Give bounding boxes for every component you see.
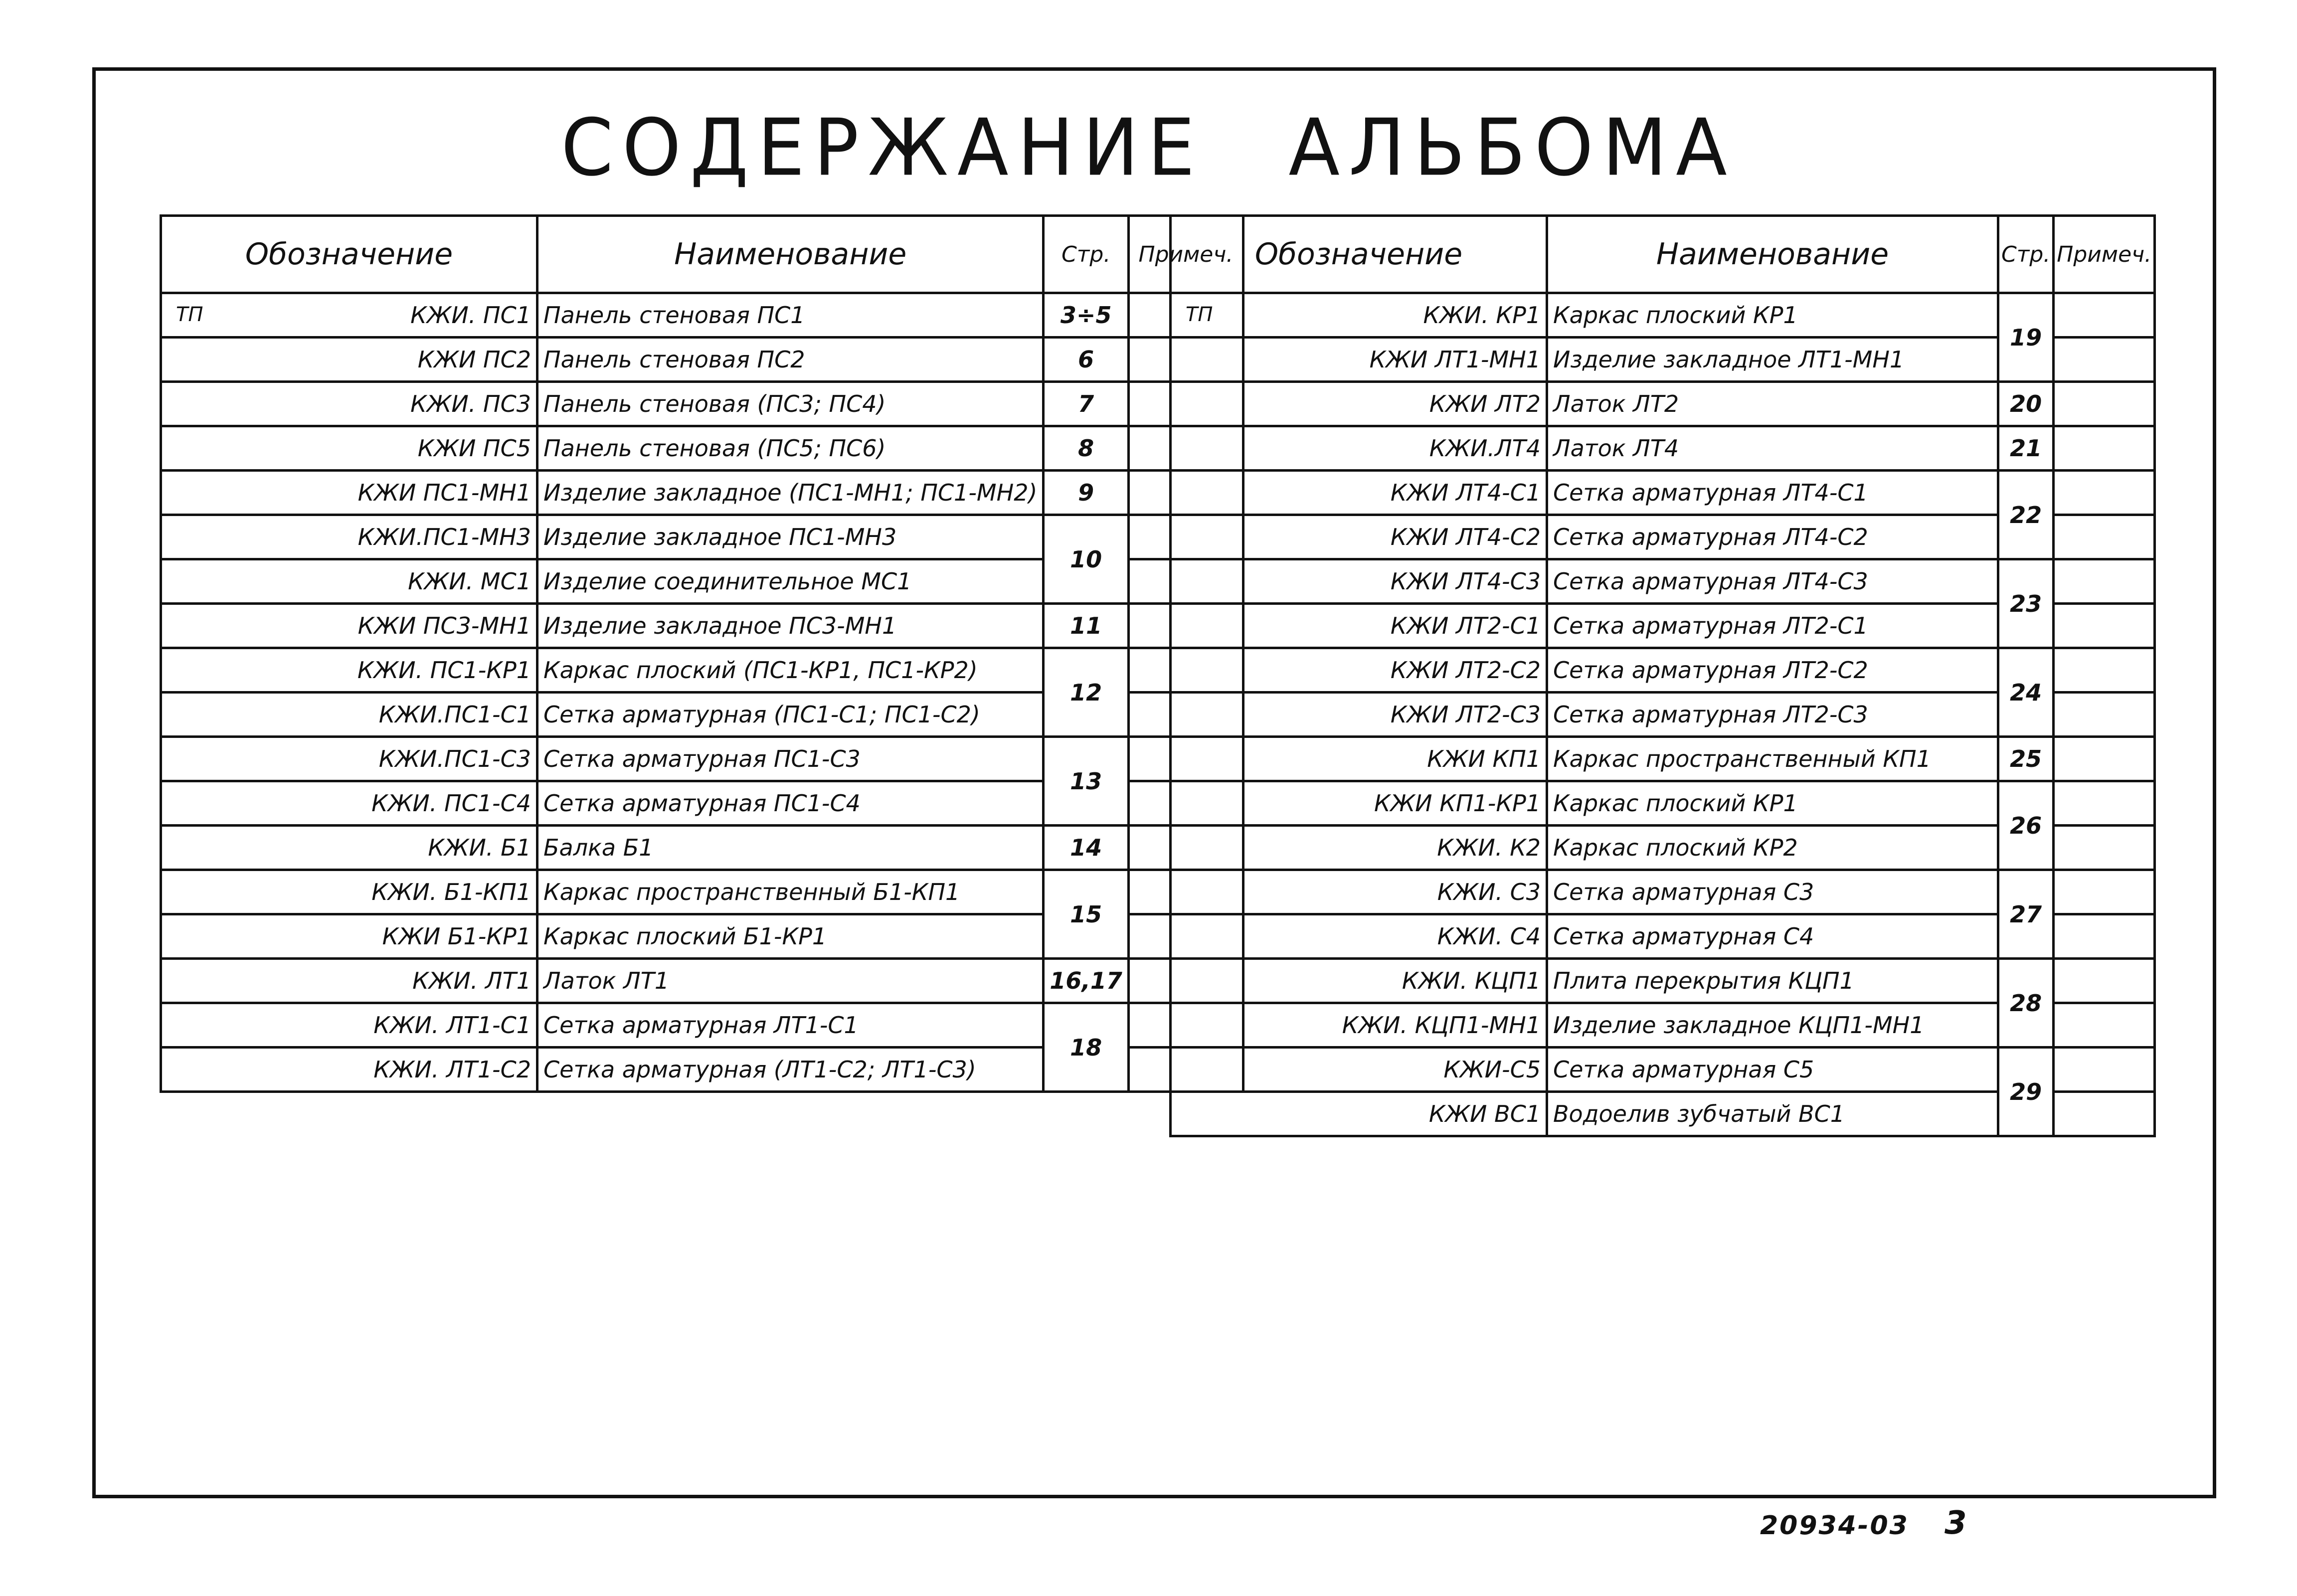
name-cell: Каркас плоский КР1: [1547, 293, 1998, 338]
designation-code: КЖИ ЛТ1-МН1: [1171, 338, 1547, 382]
note-cell: [2054, 914, 2155, 959]
header-page: Стр.: [1998, 216, 2054, 293]
designation-code: КЖИ. ПС1-С4: [161, 781, 537, 826]
name-cell: Балка Б1: [537, 826, 1044, 870]
note-cell: [2054, 338, 2155, 382]
name-cell: Каркас пространственный КП1: [1547, 737, 1998, 781]
designation-code: КЖИ КП1-КР1: [1171, 781, 1547, 826]
name-cell: Сетка арматурная ЛТ2-С3: [1547, 693, 1998, 737]
name-cell: Каркас плоский Б1-КР1: [537, 914, 1044, 959]
table-row: [1171, 1048, 2155, 1092]
designation-code: КЖИ-С5: [1171, 1048, 1547, 1092]
designation-code: КЖИ. К2: [1171, 826, 1547, 870]
name-cell: Изделие закладное ПС3-МН1: [537, 604, 1044, 648]
page-cell: 3÷5: [1044, 293, 1129, 338]
note-cell: [2054, 959, 2155, 1003]
name-cell: Сетка арматурная ЛТ4-С2: [1547, 515, 1998, 559]
prefix-label: ТП: [176, 303, 203, 326]
note-cell: [2054, 781, 2155, 826]
table-header-row: [1171, 216, 2155, 293]
designation-code: КЖИ. ЛТ1-С2: [161, 1048, 537, 1092]
note-cell: [2054, 471, 2155, 515]
designation-code: КЖИ.ПС1-МН3: [161, 515, 537, 559]
name-cell: Сетка арматурная ЛТ4-С3: [1547, 559, 1998, 604]
designation-code: КЖИ ЛТ2-С3: [1171, 693, 1547, 737]
header-name: Наименование: [1547, 216, 1998, 293]
table-row: [1171, 471, 2155, 515]
name-cell: Изделие закладное (ПС1-МН1; ПС1-МН2): [537, 471, 1044, 515]
name-cell: Каркас плоский КР1: [1547, 781, 1998, 826]
note-cell: [2054, 604, 2155, 648]
designation-cell: [1171, 293, 1547, 338]
name-cell: Сетка арматурная (ПС1-С1; ПС1-С2): [537, 693, 1044, 737]
note-cell: [2054, 1048, 2155, 1092]
title-word-1: СОДЕРЖАНИЕ: [561, 102, 1204, 194]
designation-code: КЖИ ЛТ2: [1171, 382, 1547, 426]
page-cell: 12: [1044, 648, 1129, 737]
table-row: [1171, 648, 2155, 693]
table-row: [1171, 737, 2155, 781]
page-cell: 23: [1998, 559, 2054, 648]
note-cell: [2054, 382, 2155, 426]
table-row: [1171, 959, 2155, 1003]
designation-code: КЖИ. ПС1-КР1: [161, 648, 537, 693]
table-row: [161, 471, 1243, 515]
designation-code: КЖИ ПС3-МН1: [161, 604, 537, 648]
page-cell: 26: [1998, 781, 2054, 870]
name-cell: Изделие соединительное МС1: [537, 559, 1044, 604]
name-cell: Каркас пространственный Б1-КП1: [537, 870, 1044, 914]
designation-code: КЖИ. МС1: [161, 559, 537, 604]
name-cell: Изделие закладное КЦП1-МН1: [1547, 1003, 1998, 1048]
table-row: [1171, 426, 2155, 471]
header-name: Наименование: [537, 216, 1044, 293]
title-word-2: АЛЬБОМА: [1288, 102, 1736, 194]
name-cell: Сетка арматурная ЛТ4-С1: [1547, 471, 1998, 515]
designation-code: КЖИ ПС2: [161, 338, 537, 382]
designation-code: КЖИ ЛТ2-С1: [1171, 604, 1547, 648]
designation-cell: [161, 293, 537, 338]
table-row: [1171, 781, 2155, 826]
designation-code: КЖИ. ЛТ1-С1: [161, 1003, 537, 1048]
page-cell: 14: [1044, 826, 1129, 870]
page-cell: 7: [1044, 382, 1129, 426]
table-row: [1171, 293, 2155, 338]
note-cell: [2054, 826, 2155, 870]
page-cell: 19: [1998, 293, 2054, 382]
page-cell: 15: [1044, 870, 1129, 959]
table-row: [161, 604, 1243, 648]
designation-code: КЖИ ВС1: [1171, 1092, 1547, 1136]
page-cell: 24: [1998, 648, 2054, 737]
page-cell: 13: [1044, 737, 1129, 826]
designation-code: КЖИ. Б1: [161, 826, 537, 870]
name-cell: Сетка арматурная С3: [1547, 870, 1998, 914]
name-cell: Панель стеновая (ПС3; ПС4): [537, 382, 1044, 426]
table-row: [161, 870, 1243, 914]
note-cell: [2054, 559, 2155, 604]
designation-code: КЖИ. КЦП1-МН1: [1171, 1003, 1547, 1048]
name-cell: Латок ЛТ1: [537, 959, 1044, 1003]
designation-code: КЖИ ЛТ4-С1: [1171, 471, 1547, 515]
table-row: [161, 293, 1243, 338]
page-cell: 20: [1998, 382, 2054, 426]
note-cell: [2054, 737, 2155, 781]
note-cell: [2054, 693, 2155, 737]
table-row: [161, 959, 1243, 1003]
page-cell: 21: [1998, 426, 2054, 471]
page-cell: 27: [1998, 870, 2054, 959]
name-cell: Изделие закладное ЛТ1-МН1: [1547, 338, 1998, 382]
name-cell: Панель стеновая ПС1: [537, 293, 1044, 338]
designation-code: КЖИ. ЛТ1: [161, 959, 537, 1003]
page-cell: 10: [1044, 515, 1129, 604]
contents-table-right: [1169, 214, 2156, 1137]
page-cell: 11: [1044, 604, 1129, 648]
name-cell: Сетка арматурная ПС1-С4: [537, 781, 1044, 826]
designation-code: КЖИ. С4: [1171, 914, 1547, 959]
name-cell: Латок ЛТ4: [1547, 426, 1998, 471]
name-cell: Сетка арматурная (ЛТ1-С2; ЛТ1-С3): [537, 1048, 1044, 1092]
designation-code: КЖИ ЛТ2-С2: [1171, 648, 1547, 693]
table-header-row: [161, 216, 1243, 293]
table-row: [161, 737, 1243, 781]
header-designation: Обозначение: [161, 216, 537, 293]
designation-code: КЖИ Б1-КР1: [161, 914, 537, 959]
page-cell: 25: [1998, 737, 2054, 781]
table-row: [161, 515, 1243, 559]
designation-code: КЖИ. Б1-КП1: [161, 870, 537, 914]
designation-code: КЖИ.ПС1-С3: [161, 737, 537, 781]
name-cell: Сетка арматурная С4: [1547, 914, 1998, 959]
designation-code: КЖИ КП1: [1171, 737, 1547, 781]
document-code: 20934-03: [1760, 1511, 1909, 1541]
note-cell: [2054, 293, 2155, 338]
header-note: Примеч.: [2054, 216, 2155, 293]
name-cell: Водоелив зубчатый ВС1: [1547, 1092, 1998, 1136]
page-cell: 6: [1044, 338, 1129, 382]
prefix-label: ТП: [1186, 303, 1213, 326]
name-cell: Сетка арматурная С5: [1547, 1048, 1998, 1092]
name-cell: Плита перекрытия КЦП1: [1547, 959, 1998, 1003]
name-cell: Панель стеновая ПС2: [537, 338, 1044, 382]
designation-code: КЖИ ПС1-МН1: [161, 471, 537, 515]
page-title: [0, 103, 2297, 194]
note-cell: [2054, 515, 2155, 559]
page-cell: 16,17: [1044, 959, 1129, 1003]
header-designation: Обозначение: [1171, 216, 1547, 293]
page-cell: 29: [1998, 1048, 2054, 1136]
designation-code: КЖИ. ПС3: [161, 382, 537, 426]
page-cell: 18: [1044, 1003, 1129, 1092]
designation-code: КЖИ. ПС1: [410, 302, 531, 329]
designation-code: КЖИ ЛТ4-С3: [1171, 559, 1547, 604]
designation-code: КЖИ.ПС1-С1: [161, 693, 537, 737]
designation-code: КЖИ. КЦП1: [1171, 959, 1547, 1003]
page-cell: 9: [1044, 471, 1129, 515]
name-cell: Панель стеновая (ПС5; ПС6): [537, 426, 1044, 471]
name-cell: Сетка арматурная ЛТ2-С1: [1547, 604, 1998, 648]
name-cell: Латок ЛТ2: [1547, 382, 1998, 426]
name-cell: Каркас плоский (ПС1-КР1, ПС1-КР2): [537, 648, 1044, 693]
page-cell: 28: [1998, 959, 2054, 1048]
designation-code: КЖИ. КР1: [1423, 302, 1541, 329]
header-note: Примеч.: [1128, 216, 1243, 293]
table-row: [161, 648, 1243, 693]
name-cell: Сетка арматурная ПС1-С3: [537, 737, 1044, 781]
page-cell: 22: [1998, 471, 2054, 559]
note-cell: [2054, 648, 2155, 693]
note-cell: [2054, 1003, 2155, 1048]
table-row: [161, 1003, 1243, 1048]
table-row: [161, 826, 1243, 870]
designation-code: КЖИ. С3: [1171, 870, 1547, 914]
designation-code: КЖИ.ЛТ4: [1171, 426, 1547, 471]
note-cell: [2054, 870, 2155, 914]
table-row: [1171, 870, 2155, 914]
table-row: [161, 338, 1243, 382]
note-cell: [2054, 426, 2155, 471]
note-cell: [2054, 1092, 2155, 1136]
page-cell: 8: [1044, 426, 1129, 471]
designation-code: КЖИ ПС5: [161, 426, 537, 471]
name-cell: Изделие закладное ПС1-МН3: [537, 515, 1044, 559]
name-cell: Сетка арматурная ЛТ1-С1: [537, 1003, 1044, 1048]
table-row: [161, 426, 1243, 471]
table-row: [161, 382, 1243, 426]
contents-table-left: [160, 214, 1244, 1093]
name-cell: Сетка арматурная ЛТ2-С2: [1547, 648, 1998, 693]
table-row: [1171, 382, 2155, 426]
page-number: 3: [1944, 1505, 1967, 1542]
designation-code: КЖИ ЛТ4-С2: [1171, 515, 1547, 559]
name-cell: Каркас плоский КР2: [1547, 826, 1998, 870]
header-page: Стр.: [1044, 216, 1129, 293]
table-row: [1171, 559, 2155, 604]
